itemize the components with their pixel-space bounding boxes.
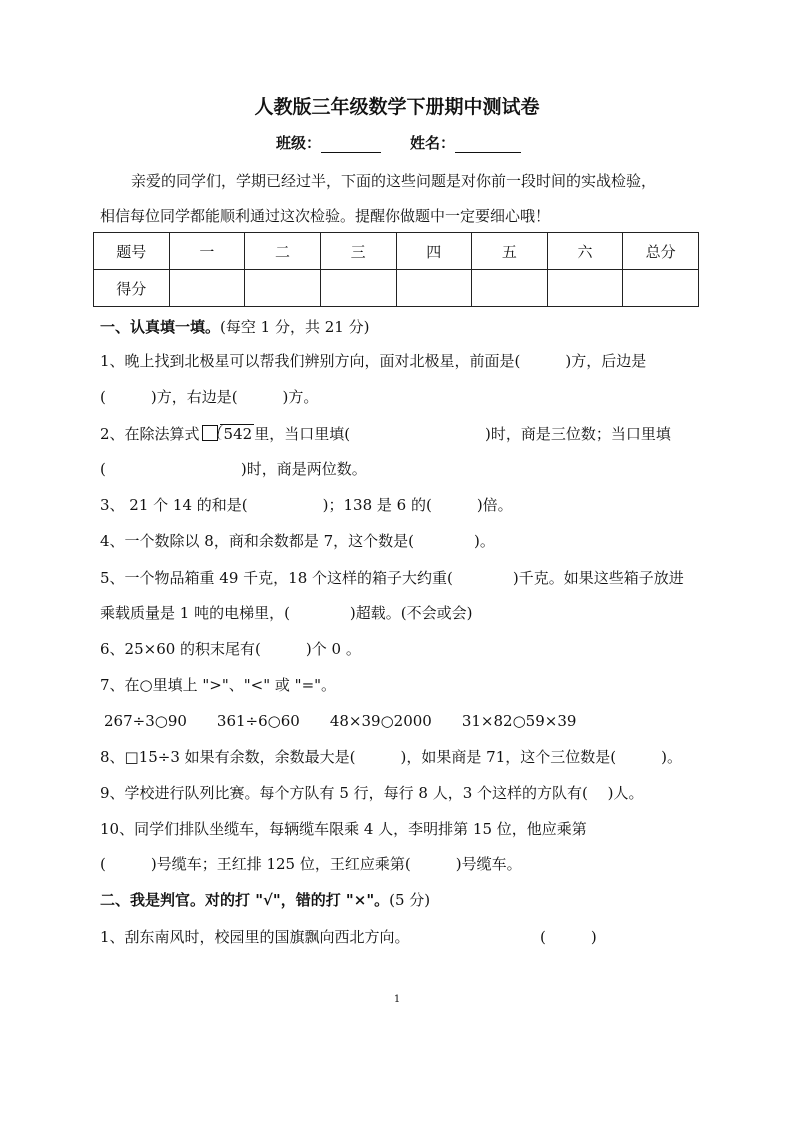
score-cell: 二 (245, 233, 321, 270)
name-blank[interactable] (455, 136, 521, 153)
question-8: 8、□15÷3 如果有余数，余数最大是( )，如果商是 71，这个三位数是( )。 (100, 748, 682, 766)
question-2-prefix: 2、在除法算式 (100, 425, 200, 443)
score-input-cell[interactable] (472, 270, 548, 307)
section2-title: 二、我是判官。对的打 "√"，错的打 "×"。 (100, 891, 390, 909)
intro-line-1: 亲爱的同学们，学期已经过半，下面的这些问题是对你前一段时间的实战检验， (131, 172, 657, 190)
name-label: 姓名： (410, 134, 456, 152)
question-5-line-1: 5、一个物品箱重 49 千克，18 个这样的箱子大约重( )千克。如果这些箱子放进 (100, 569, 684, 587)
page-title: 人教版三年级数学下册期中测试卷 (254, 96, 540, 118)
score-table-header-row (94, 233, 699, 270)
score-cell: 总分 (623, 233, 699, 270)
question-10-line-1: 10、同学们排队坐缆车，每辆缆车限乘 4 人，李明排第 15 位，他应乘第 (100, 820, 587, 838)
score-input-cell[interactable] (169, 270, 245, 307)
long-division-bracket (220, 424, 255, 443)
question-5-line-2: 乘载质量是 1 吨的电梯里，( )超载。(不会或会) (100, 604, 473, 622)
score-cell: 一 (169, 233, 245, 270)
question-3: 3、 21 个 14 的和是( )；138 是 6 的( )倍。 (100, 496, 513, 514)
question-2-line-1 (100, 423, 671, 444)
score-input-cell[interactable] (623, 270, 699, 307)
name-field (410, 132, 521, 153)
section2-heading (100, 889, 430, 910)
question-2-line-2: ( )时，商是两位数。 (100, 460, 367, 478)
score-input-cell[interactable] (320, 270, 396, 307)
score-cell: 六 (547, 233, 623, 270)
question-6: 6、25×60 的积末尾有( )个 0 。 (100, 640, 361, 658)
question-7-items: 267÷3○90 361÷6○60 48×39○2000 31×82○59×39 (104, 712, 577, 730)
question-7: 7、在○里填上 ">"、"<" 或 "="。 (100, 676, 337, 694)
intro-line-2: 相信每位同学都能顺利通过这次检验。提醒你做题中一定要细心哦！ (100, 207, 551, 225)
question-10-line-2: ( )号缆车；王红排 125 位，王红应乘第( )号缆车。 (100, 855, 522, 873)
score-input-cell[interactable] (396, 270, 472, 307)
judge-question-1: 1、刮东南风时，校园里的国旗飘向西北方向。 (100, 928, 410, 946)
section1-note: (每空 1 分，共 21 分) (220, 318, 370, 336)
section1-title: 一、认真填一填。 (100, 318, 221, 336)
blank-box-icon (202, 425, 218, 441)
score-table (93, 232, 699, 307)
question-9: 9、学校进行队列比赛。每个方队有 5 行，每行 8 人，3 个这样的方队有( )人。 (100, 784, 644, 802)
page-number: 1 (393, 994, 401, 1005)
score-cell: 五 (472, 233, 548, 270)
score-input-cell[interactable] (547, 270, 623, 307)
section1-heading (100, 316, 369, 337)
score-cell: 四 (396, 233, 472, 270)
question-1-line-2: ( )方，右边是( )方。 (100, 388, 319, 406)
question-2-suffix: 里，当口里填( )时，商是三位数；当口里填 (254, 425, 671, 443)
score-cell: 题号 (94, 233, 170, 270)
section2-note: (5 分) (389, 891, 431, 909)
question-4: 4、一个数除以 8，商和余数都是 7，这个数是( )。 (100, 532, 495, 550)
dividend-text: 542 (223, 425, 253, 443)
score-cell: 三 (320, 233, 396, 270)
class-label: 班级： (276, 134, 322, 152)
class-blank[interactable] (321, 136, 381, 153)
question-1-line-1: 1、晚上找到北极星可以帮我们辨别方向，面对北极星，前面是( )方，后边是 (100, 352, 647, 370)
judge-answer-paren[interactable]: ( ) (540, 928, 597, 946)
score-input-cell[interactable] (245, 270, 321, 307)
score-table-score-row (94, 270, 699, 307)
score-row-label: 得分 (94, 270, 170, 307)
class-field (276, 132, 381, 153)
